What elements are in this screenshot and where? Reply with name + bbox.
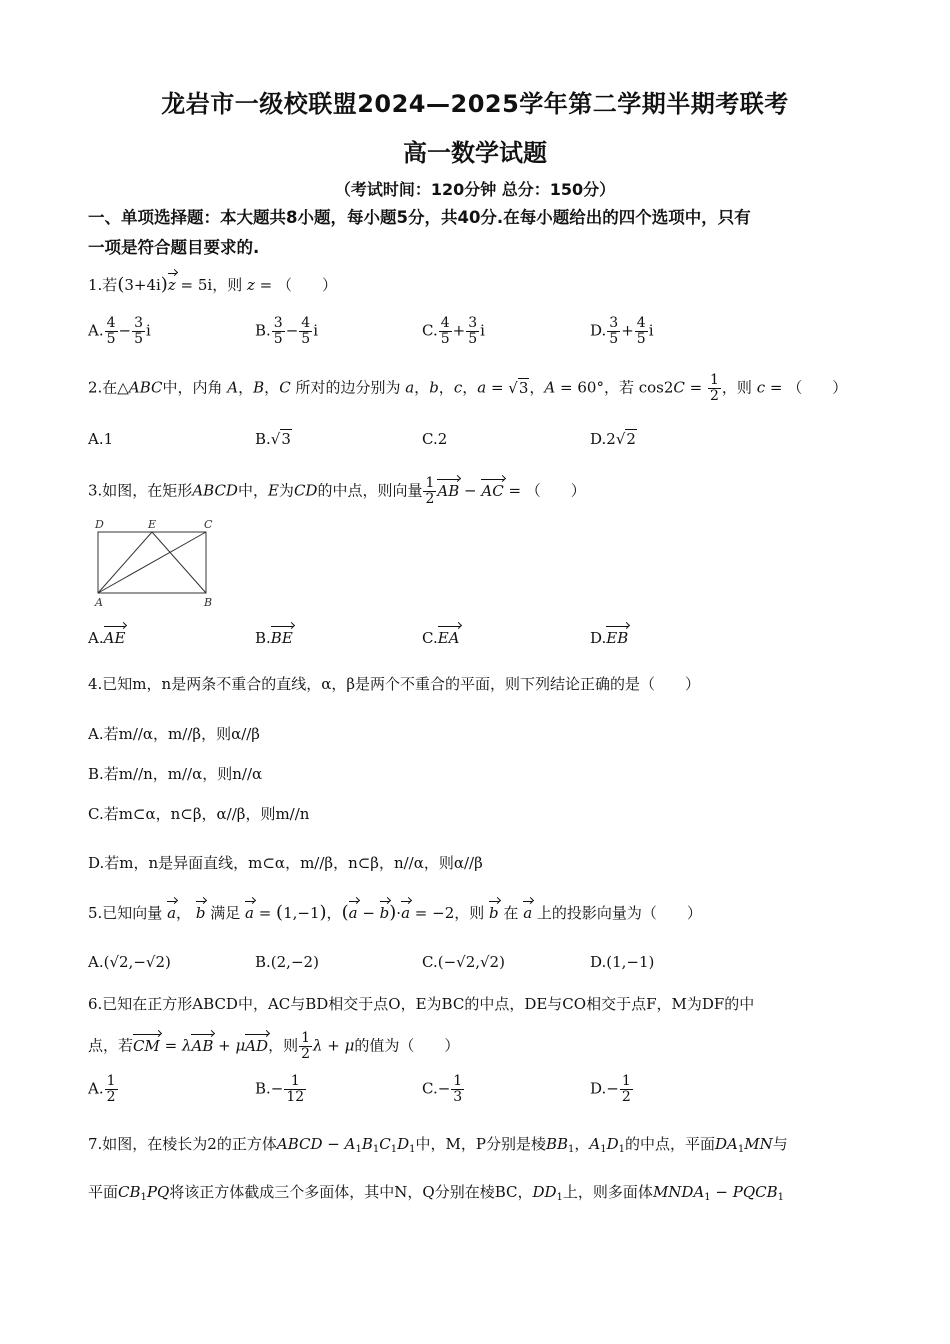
question-2: 2.在△ABC中，内角 A，B，C 所对的边分别为 a，b，c，a = √3，A = 60°，若 cos2C = $\frac{1}{2}$ ，则 c = （ ） — [88, 372, 848, 404]
q1-option-a[interactable]: A. $\frac{4}{5}$ − $\frac{3}{5}$ i — [88, 315, 151, 347]
q1-option-b[interactable]: B. $\frac{3}{5}$ − $\frac{4}{5}$ i — [255, 315, 319, 347]
q5-option-d[interactable]: D.(1,−1) — [590, 953, 655, 971]
q2-option-a[interactable]: A.1 — [88, 430, 114, 448]
question-4: 4.已知m，n是两条不重合的直线，α，β是两个不重合的平面，则下列结论正确的是（ ） — [88, 675, 701, 693]
section-heading — [88, 203, 878, 263]
question-1: 1.若(3+4i)z = 5i，则 z = （ ） — [88, 274, 338, 295]
q3-option-a[interactable]: A.AE — [88, 629, 126, 647]
q4-option-d[interactable]: D.若m，n是异面直线，m⊂α，m//β，n⊂β，n//α，则α//β — [88, 854, 483, 872]
label-d: D — [95, 518, 104, 531]
q5-option-a[interactable]: A.(√2,−√2) — [88, 953, 171, 971]
segment-ae — [98, 532, 152, 593]
q5-option-b[interactable]: B.(2,−2) — [255, 953, 319, 971]
q4-option-b[interactable]: B.若m//n，m//α，则n//α — [88, 765, 263, 783]
q6-option-a[interactable]: A. $\frac{1}{2}$ — [88, 1073, 116, 1105]
q2-option-d[interactable]: D.2√2 — [590, 430, 636, 448]
segment-eb — [152, 532, 206, 593]
label-b: B — [204, 596, 213, 606]
q2-option-b[interactable]: B.√3 — [255, 430, 291, 448]
label-a: A — [95, 596, 103, 606]
q4-option-a[interactable]: A.若m//α，m//β，则α//β — [88, 725, 260, 743]
q1-option-d[interactable]: D. $\frac{3}{5}$ + $\frac{4}{5}$ i — [590, 315, 654, 347]
q4-option-c[interactable]: C.若m⊂α，n⊂β，α//β，则m//n — [88, 805, 310, 823]
section-heading-line1: 一、单项选择题：本大题共8小题，每小题5分，共40分.在每小题给出的四个选项中，只有 — [88, 208, 751, 227]
q1-option-c[interactable]: C. $\frac{4}{5}$ + $\frac{3}{5}$ i — [422, 315, 485, 347]
exam-subtitle: 高一数学试题 — [403, 139, 547, 167]
q5-option-c[interactable]: C.(−√2,√2) — [422, 953, 505, 971]
question-7-line1: 7.如图，在棱长为2的正方体ABCD − $A_1B_1C_1D_1$中，M，P分别是棱$BB_1$，$A_1D_1$的中点，平面$DA_1MN$与 — [88, 1135, 788, 1155]
rectangle-figure — [88, 516, 218, 606]
question-5: 5.已知向量 a， b 满足 a = (1,−1)，(a − b)·a = −2，则 b 在 a 上的投影向量为（ ） — [88, 902, 702, 923]
q3-option-d[interactable]: D.EB — [590, 629, 629, 647]
exam-title: 龙岩市一级校联盟2024—2025学年第二学期半期考联考 — [161, 90, 789, 118]
q3-option-c[interactable]: C.EA — [422, 629, 460, 647]
q2-option-c[interactable]: C.2 — [422, 430, 448, 448]
label-e: E — [148, 518, 157, 531]
q6-option-d[interactable]: D.− $\frac{1}{2}$ — [590, 1073, 631, 1105]
segment-ac — [98, 532, 206, 593]
exam-info: （考试时间：120分钟 总分：150分） — [334, 180, 616, 199]
q6-option-b[interactable]: B.− $\frac{1}{12}$ — [255, 1073, 305, 1105]
q3-option-b[interactable]: B.BE — [255, 629, 293, 647]
question-6-line1: 6.已知在正方形ABCD中，AC与BD相交于点O，E为BC的中点，DE与CO相交于点F，M为DF的中 — [88, 995, 755, 1013]
q6-option-c[interactable]: C.− $\frac{1}{3}$ — [422, 1073, 463, 1105]
label-c: C — [204, 518, 213, 531]
question-7-line2: 平面$CB_1PQ$将该正方体截成三个多面体，其中N，Q分别在棱BC，$DD_1$上，则多面体$MNDA_1$ − $PQCB_1$ — [88, 1183, 785, 1203]
question-6-line2: 点，若CM = λAB + μAD，则 $\frac{1}{2}$ λ + μ的值为（ ） — [88, 1030, 460, 1062]
question-3: 3.如图，在矩形ABCD中，E为CD的中点，则向量 $\frac{1}{2}$ AB − AC = （ ） — [88, 475, 586, 507]
section-heading-line2: 一项是符合题目要求的. — [88, 238, 260, 257]
